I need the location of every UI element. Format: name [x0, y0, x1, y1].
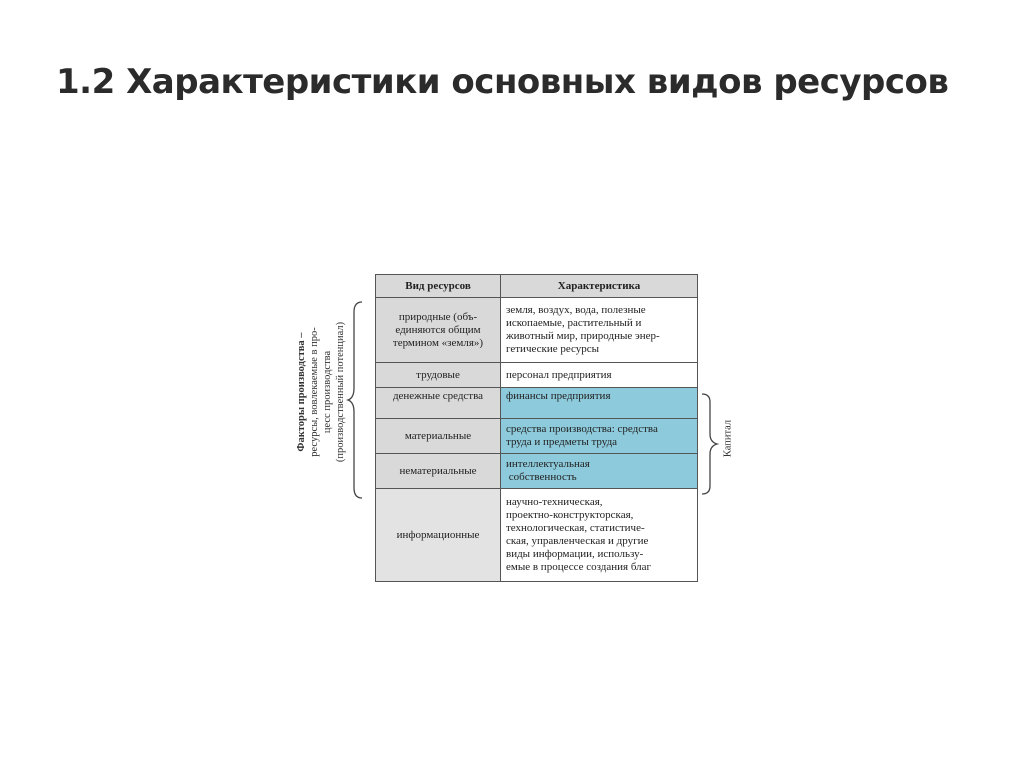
- cell-line: гетические ресурсы: [506, 343, 600, 355]
- cell-line: проектно-конструкторская,: [506, 509, 634, 521]
- slide-title: 1.2 Характеристики основных видов ресурсов: [56, 62, 949, 102]
- cell-line: средства производства: средства: [506, 423, 658, 435]
- cell-line: термином «земля»): [392, 336, 484, 349]
- cell-line: емые в процессе создания благ: [506, 561, 652, 573]
- cell-line: трудовые: [416, 368, 460, 381]
- cell-line: труда и предметы труда: [506, 436, 618, 448]
- cell-line: природные (объ-: [398, 310, 478, 323]
- header-resource-type: Вид ресурсов: [376, 275, 501, 298]
- table-row: [376, 489, 698, 582]
- factors-label: [295, 277, 347, 507]
- cell-line: нематериальные: [399, 464, 477, 477]
- table-row: [376, 388, 698, 419]
- table-header-row: [376, 275, 698, 298]
- cell-line: денежные средства: [392, 390, 484, 402]
- factors-label-line: ресурсы, вовлекаемые в про-: [309, 327, 320, 457]
- cell-line: научно-техническая,: [506, 496, 603, 508]
- capital-label: Капитал: [722, 419, 734, 458]
- cell-line: ископаемые, растительный и: [506, 317, 642, 329]
- header-characteristic: Характеристика: [501, 275, 698, 298]
- factors-label-line: цесс производства: [322, 350, 333, 434]
- cell-line: единяются общим: [395, 323, 481, 336]
- cell-line: интеллектуальная: [506, 458, 590, 470]
- factors-brace: [346, 300, 366, 500]
- cell-line: животный мир, природные энер-: [506, 330, 660, 342]
- resource-type-cell: [376, 363, 501, 388]
- characteristic-cell: [501, 363, 698, 388]
- cell-line: ская, управленческая и другие: [506, 535, 649, 547]
- capital-brace: [700, 392, 720, 496]
- characteristic-cell-capital: [501, 388, 698, 419]
- table-row: [376, 363, 698, 388]
- resource-type-cell: [376, 419, 501, 454]
- cell-line: информационные: [396, 528, 480, 541]
- characteristic-cell-capital: [501, 454, 698, 489]
- cell-line: персонал предприятия: [506, 368, 612, 381]
- cell-line: финансы предприятия: [506, 390, 611, 402]
- table-row: [376, 298, 698, 363]
- cell-line: технологическая, статистиче-: [506, 522, 645, 534]
- cell-line: собственность: [506, 471, 577, 483]
- factors-label-title: Факторы производства –: [296, 332, 307, 452]
- factors-label-line: (производственный потенциал): [335, 321, 346, 463]
- characteristic-cell: [501, 298, 698, 363]
- resource-type-cell: [376, 489, 501, 582]
- cell-line: виды информации, использу-: [506, 548, 644, 560]
- characteristic-cell: [501, 489, 698, 582]
- table-row: [376, 419, 698, 454]
- cell-line: земля, воздух, вода, полезные: [506, 304, 646, 316]
- resources-figure: [288, 270, 748, 600]
- cell-line: материальные: [404, 429, 472, 442]
- resources-table: [375, 274, 698, 582]
- characteristic-cell-capital: [501, 419, 698, 454]
- resource-type-cell: [376, 298, 501, 363]
- resource-type-cell: [376, 388, 501, 419]
- resource-type-cell: [376, 454, 501, 489]
- table-row: [376, 454, 698, 489]
